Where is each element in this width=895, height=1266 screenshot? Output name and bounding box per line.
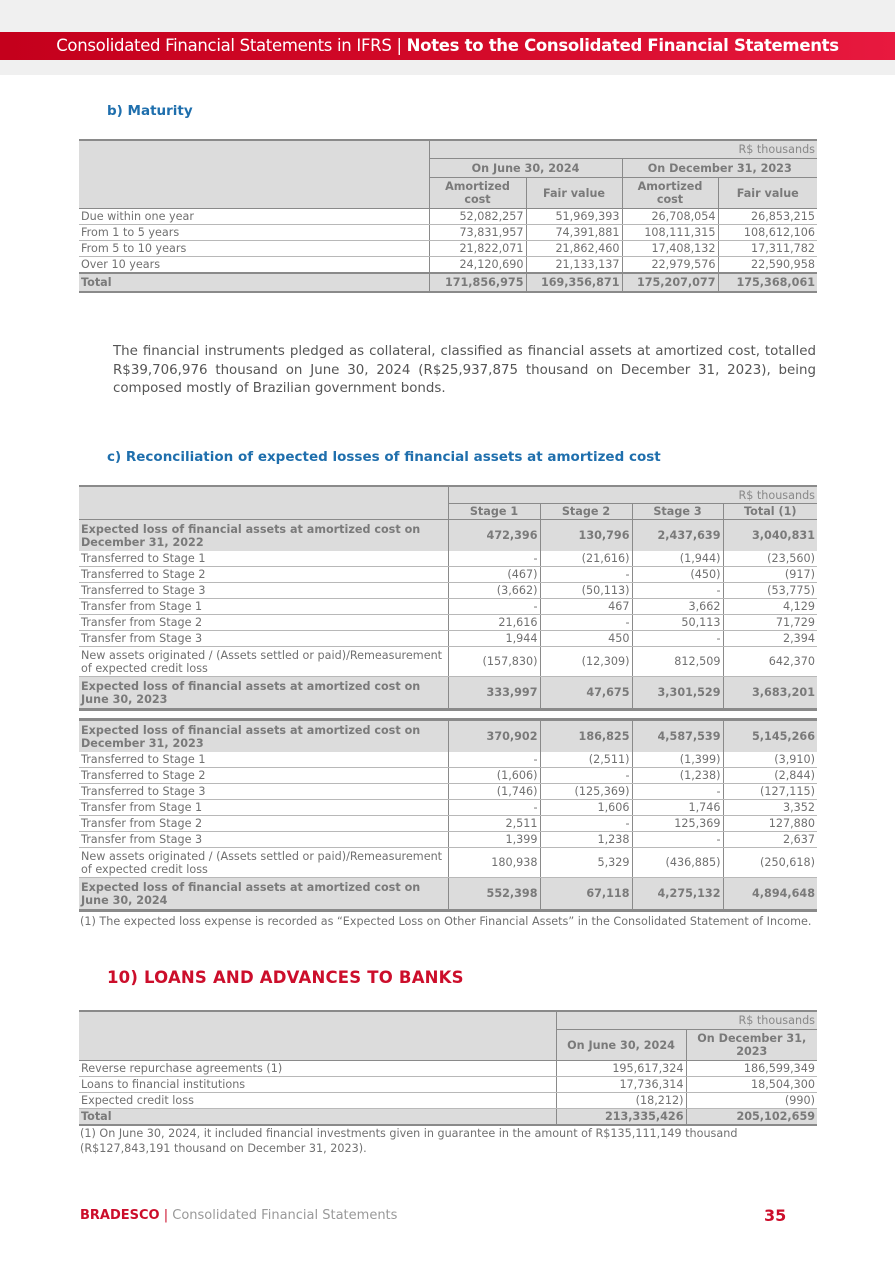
col-june-2024: On June 30, 2024 (556, 1030, 686, 1061)
cell: (990) (686, 1093, 817, 1109)
cell: (1,944) (632, 551, 723, 567)
row-label: Expected loss of financial assets at amortized cost on June 30, 2023 (79, 677, 448, 710)
cell: - (448, 599, 540, 615)
cell: 71,729 (723, 615, 817, 631)
row-label: Transferred to Stage 1 (79, 752, 448, 768)
maturity-unit: R$ thousands (429, 140, 817, 159)
cell: 205,102,659 (686, 1109, 817, 1126)
cell: 1,746 (632, 800, 723, 816)
cell: (3,662) (448, 583, 540, 599)
cell: 171,856,975 (429, 273, 526, 292)
cell: 47,675 (540, 677, 632, 710)
cell: 21,616 (448, 615, 540, 631)
cell: 186,825 (540, 720, 632, 753)
loans-footnote: (1) On June 30, 2024, it included financial investments given in guarantee in the amount of R$135,111,149 thousand (R$127,843,191 thousand on December 31, 2023). (80, 1127, 738, 1155)
cell: 67,118 (540, 878, 632, 911)
maturity-period-1: On June 30, 2024 (429, 159, 622, 178)
cell: (50,113) (540, 583, 632, 599)
cell: 22,979,576 (622, 257, 718, 274)
table-row (79, 1061, 817, 1077)
row-label: From 1 to 5 years (79, 225, 429, 241)
cell: (53,775) (723, 583, 817, 599)
loans-unit: R$ thousands (556, 1011, 817, 1030)
cell: - (540, 567, 632, 583)
table-row (79, 615, 817, 631)
row-label: Transferred to Stage 3 (79, 784, 448, 800)
cell: 3,301,529 (632, 677, 723, 710)
cell: - (632, 832, 723, 848)
cell: 180,938 (448, 848, 540, 878)
cell: - (540, 816, 632, 832)
reconciliation-unit: R$ thousands (448, 486, 817, 504)
cell: 195,617,324 (556, 1061, 686, 1077)
row-label: From 5 to 10 years (79, 241, 429, 257)
maturity-table (79, 139, 817, 293)
cell: 175,368,061 (718, 273, 817, 292)
row-label: Expected loss of financial assets at amortized cost on June 30, 2024 (79, 878, 448, 911)
cell: 5,145,266 (723, 720, 817, 753)
table-row (79, 848, 817, 878)
table-row (79, 1077, 817, 1093)
block-spacer (79, 710, 817, 720)
table-row (79, 768, 817, 784)
cell: (436,885) (632, 848, 723, 878)
cell: 3,040,831 (723, 520, 817, 552)
page-header-banner (0, 32, 895, 60)
cell: - (540, 615, 632, 631)
col-fair-value-2: Fair value (718, 178, 817, 209)
cell: (1,606) (448, 768, 540, 784)
cell: 552,398 (448, 878, 540, 911)
cell: 17,736,314 (556, 1077, 686, 1093)
maturity-heading: b) Maturity (107, 103, 193, 119)
cell: (1,238) (632, 768, 723, 784)
table-row (79, 567, 817, 583)
opening-balance-row-2 (79, 720, 817, 753)
cell: - (448, 752, 540, 768)
cell: 22,590,958 (718, 257, 817, 274)
table-row (79, 647, 817, 677)
cell: 2,511 (448, 816, 540, 832)
page-footer (80, 1208, 397, 1223)
col-fair-value-1: Fair value (526, 178, 622, 209)
cell: 467 (540, 599, 632, 615)
row-label: Loans to financial institutions (79, 1077, 556, 1093)
cell: 4,587,539 (632, 720, 723, 753)
cell: (12,309) (540, 647, 632, 677)
loans-heading: 10) LOANS AND ADVANCES TO BANKS (107, 968, 464, 987)
cell: 130,796 (540, 520, 632, 552)
maturity-period-2: On December 31, 2023 (622, 159, 817, 178)
loans-total-row (79, 1109, 817, 1126)
col-stage-2: Stage 2 (540, 504, 632, 520)
reconciliation-table (79, 485, 817, 912)
table-row (79, 631, 817, 647)
cell: 74,391,881 (526, 225, 622, 241)
cell: (250,618) (723, 848, 817, 878)
cell: 52,082,257 (429, 209, 526, 225)
cell: 21,862,460 (526, 241, 622, 257)
table-row (79, 241, 817, 257)
col-december-2023: On December 31, 2023 (686, 1030, 817, 1061)
cell: 450 (540, 631, 632, 647)
cell: - (632, 784, 723, 800)
maturity-rows (79, 209, 817, 274)
brand-name: BRADESCO (80, 1208, 160, 1223)
row-label: Expected loss of financial assets at amortized cost on December 31, 2022 (79, 520, 448, 552)
cell: (157,830) (448, 647, 540, 677)
cell: 26,853,215 (718, 209, 817, 225)
cell: 2,637 (723, 832, 817, 848)
table-row (79, 599, 817, 615)
table-row (79, 551, 817, 567)
cell: 127,880 (723, 816, 817, 832)
opening-balance-row-1 (79, 520, 817, 552)
closing-balance-row-1 (79, 677, 817, 710)
cell: 50,113 (632, 615, 723, 631)
row-label: Expected loss of financial assets at amortized cost on December 31, 2023 (79, 720, 448, 753)
reconciliation-rows-2 (79, 752, 817, 878)
row-label: Due within one year (79, 209, 429, 225)
cell: 1,944 (448, 631, 540, 647)
cell: 3,662 (632, 599, 723, 615)
cell: 472,396 (448, 520, 540, 552)
cell: 642,370 (723, 647, 817, 677)
col-amortized-cost-2: Amortized cost (622, 178, 718, 209)
cell: 51,969,393 (526, 209, 622, 225)
cell: 1,606 (540, 800, 632, 816)
row-label: Transfer from Stage 3 (79, 832, 448, 848)
header-section-title: Consolidated Financial Statements in IFRS | (56, 36, 407, 55)
cell: (1,746) (448, 784, 540, 800)
cell: (2,511) (540, 752, 632, 768)
footer-separator: | (159, 1208, 173, 1223)
row-label: New assets originated / (Assets settled or paid)/Remeasurement of expected credit loss (79, 848, 448, 878)
table-row (79, 583, 817, 599)
cell: (23,560) (723, 551, 817, 567)
row-label: Transfer from Stage 1 (79, 800, 448, 816)
table-row (79, 832, 817, 848)
cell: 1,238 (540, 832, 632, 848)
cell: 108,111,315 (622, 225, 718, 241)
cell: (18,212) (556, 1093, 686, 1109)
cell: 812,509 (632, 647, 723, 677)
cell: 4,275,132 (632, 878, 723, 911)
row-label: Transfer from Stage 3 (79, 631, 448, 647)
table-row (79, 816, 817, 832)
row-label: Transfer from Stage 1 (79, 599, 448, 615)
row-label: Total (79, 273, 429, 292)
col-stage-3: Stage 3 (632, 504, 723, 520)
cell: - (448, 800, 540, 816)
table-row (79, 784, 817, 800)
cell: (917) (723, 567, 817, 583)
cell: (21,616) (540, 551, 632, 567)
cell: 21,133,137 (526, 257, 622, 274)
cell: (2,844) (723, 768, 817, 784)
reconciliation-corner (79, 486, 448, 520)
cell: 5,329 (540, 848, 632, 878)
cell: 169,356,871 (526, 273, 622, 292)
cell: 17,408,132 (622, 241, 718, 257)
cell: 2,394 (723, 631, 817, 647)
cell: - (540, 768, 632, 784)
cell: 4,894,648 (723, 878, 817, 911)
cell: 1,399 (448, 832, 540, 848)
col-amortized-cost-1: Amortized cost (429, 178, 526, 209)
cell: 186,599,349 (686, 1061, 817, 1077)
cell: - (448, 551, 540, 567)
cell: 3,683,201 (723, 677, 817, 710)
collateral-paragraph: The financial instruments pledged as collateral, classified as financial assets at amortized cost, totalled R$39,706,976 thousand on June 30, 2024 (R$25,937,875 thousand on December 31, 2023), being composed mostly of Brazilian government bonds. (113, 344, 816, 396)
table-row (79, 209, 817, 225)
loans-rows (79, 1061, 817, 1109)
cell: 2,437,639 (632, 520, 723, 552)
reconciliation-footnote: (1) The expected loss expense is recorded as “Expected Loss on Other Financial Assets” in the Consolidated Statement of Income. (80, 915, 812, 928)
cell: 26,708,054 (622, 209, 718, 225)
cell: 3,352 (723, 800, 817, 816)
cell: (450) (632, 567, 723, 583)
header-subsection-title: Notes to the Consolidated Financial Statements (406, 36, 839, 55)
cell: 213,335,426 (556, 1109, 686, 1126)
cell: 370,902 (448, 720, 540, 753)
maturity-total-row (79, 273, 817, 292)
cell: 4,129 (723, 599, 817, 615)
loans-table (79, 1010, 817, 1126)
cell: (1,399) (632, 752, 723, 768)
cell: (467) (448, 567, 540, 583)
table-row (79, 800, 817, 816)
table-row (79, 1093, 817, 1109)
cell: 108,612,106 (718, 225, 817, 241)
cell: (127,115) (723, 784, 817, 800)
row-label: Expected credit loss (79, 1093, 556, 1109)
row-label: Transferred to Stage 3 (79, 583, 448, 599)
reconciliation-heading: c) Reconciliation of expected losses of financial assets at amortized cost (107, 449, 661, 465)
table-row (79, 257, 817, 274)
row-label: Transferred to Stage 2 (79, 567, 448, 583)
cell: (3,910) (723, 752, 817, 768)
cell: 24,120,690 (429, 257, 526, 274)
reconciliation-rows-1 (79, 551, 817, 677)
loans-corner (79, 1011, 556, 1061)
row-label: Transferred to Stage 2 (79, 768, 448, 784)
cell: 73,831,957 (429, 225, 526, 241)
cell: 333,997 (448, 677, 540, 710)
page-number: 35 (764, 1206, 787, 1225)
row-label: Total (79, 1109, 556, 1126)
footer-doc-title: Consolidated Financial Statements (172, 1208, 398, 1223)
cell: 125,369 (632, 816, 723, 832)
closing-balance-row-2 (79, 878, 817, 911)
cell: 18,504,300 (686, 1077, 817, 1093)
cell: (125,369) (540, 784, 632, 800)
cell: 21,822,071 (429, 241, 526, 257)
row-label: New assets originated / (Assets settled or paid)/Remeasurement of expected credit loss (79, 647, 448, 677)
row-label: Transfer from Stage 2 (79, 816, 448, 832)
cell: - (632, 631, 723, 647)
maturity-corner (79, 140, 429, 209)
table-row (79, 225, 817, 241)
row-label: Transferred to Stage 1 (79, 551, 448, 567)
table-row (79, 752, 817, 768)
row-label: Over 10 years (79, 257, 429, 274)
col-stage-1: Stage 1 (448, 504, 540, 520)
cell: - (632, 583, 723, 599)
row-label: Reverse repurchase agreements (1) (79, 1061, 556, 1077)
row-label: Transfer from Stage 2 (79, 615, 448, 631)
col-total: Total (1) (723, 504, 817, 520)
cell: 175,207,077 (622, 273, 718, 292)
cell: 17,311,782 (718, 241, 817, 257)
